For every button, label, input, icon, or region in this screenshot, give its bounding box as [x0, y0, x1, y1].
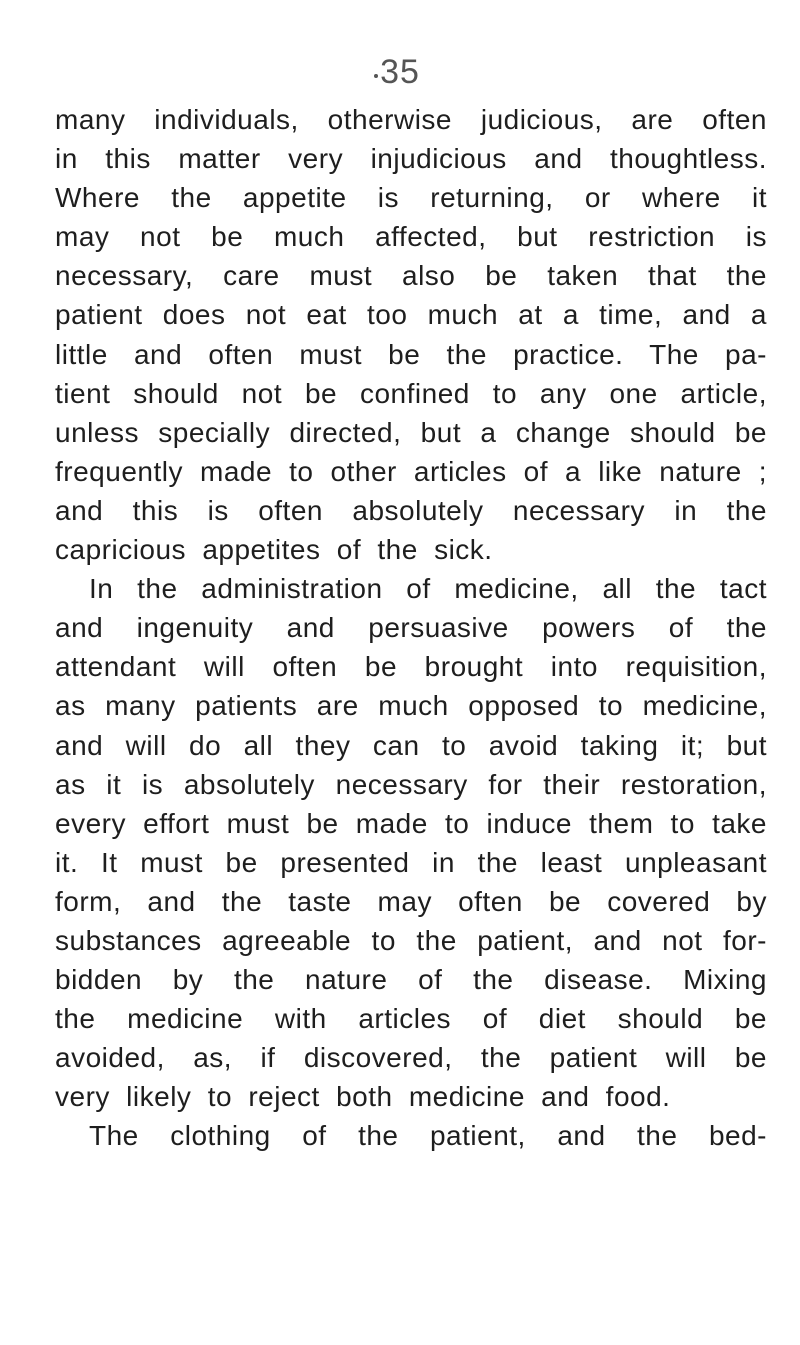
text-line: form, and the taste may often be covered by [55, 885, 767, 917]
paragraph-end-line: very likely to reject both medicine and food. [55, 1081, 671, 1113]
text-line: as it is absolutely necessary for their restoration, [55, 768, 767, 800]
text-line: it. It must be presented in the least unpleasant [55, 846, 767, 878]
page-number-text: 35 [380, 53, 420, 91]
paragraph-start-line: The clothing of the patient, and the bed- [89, 1120, 767, 1152]
text-line: little and often must be the practice. The pa- [55, 338, 767, 370]
text-line: and this is often absolutely necessary in the [55, 494, 767, 526]
text-line: frequently made to other articles of a like nature ; [55, 455, 767, 487]
text-line: tient should not be confined to any one article, [55, 377, 767, 409]
text-line: bidden by the nature of the disease. Mixing [55, 964, 767, 996]
text-line: the medicine with articles of diet should be [55, 1003, 767, 1035]
text-line: in this matter very injudicious and thoughtless. [55, 143, 767, 175]
text-line: avoided, as, if discovered, the patient will be [55, 1042, 767, 1074]
text-line: and ingenuity and persuasive powers of the [55, 612, 767, 644]
paragraph-end-line: capricious appetites of the sick. [55, 534, 493, 566]
text-line: as many patients are much opposed to medicine, [55, 690, 767, 722]
text-line: attendant will often be brought into requisition, [55, 651, 767, 683]
paragraph-start-line: In the administration of medicine, all the tact [89, 573, 767, 605]
text-line: may not be much affected, but restriction is [55, 221, 767, 253]
body-text [55, 100, 767, 1156]
text-line: unless specially directed, but a change should be [55, 416, 767, 448]
text-line: every effort must be made to induce them to take [55, 807, 767, 839]
text-line: substances agreeable to the patient, and not for- [55, 924, 767, 956]
text-line: many individuals, otherwise judicious, are often [55, 104, 767, 135]
text-line: necessary, care must also be taken that the [55, 260, 767, 292]
page-number [0, 52, 800, 92]
text-line: Where the appetite is returning, or where it [55, 182, 767, 214]
text-line: and will do all they can to avoid taking it; but [55, 729, 767, 761]
page-number-dot [374, 74, 378, 78]
text-line: patient does not eat too much at a time, and a [55, 299, 767, 331]
